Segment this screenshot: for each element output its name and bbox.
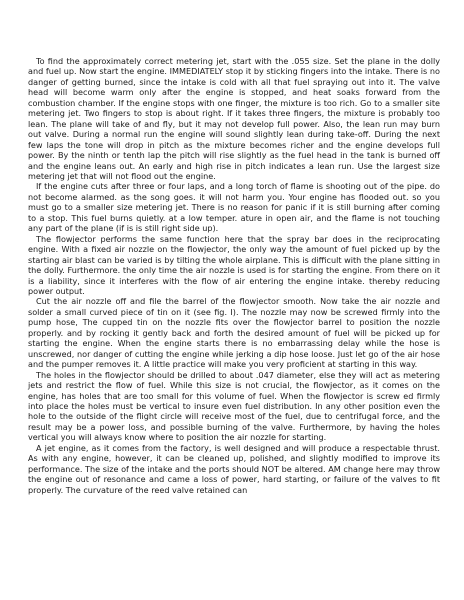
paragraph-5: The holes in the flowjector should be drilled to about .047 diameter, else they will act as metering jets and restrict the flow of fuel. While this size is not crucial, the flowjector, as it comes on the engine, has holes that are too small for this volume of fuel. When the flowjector is screw ed firmly into place the holes must be vertical to insure even fuel distribution. In any other position even the hole to the outside of the flight circle will receive most of the fuel, due to centrifugal force, and the result may be a power loss, and possible burning of the valve. Furthermore, by having the holes vertical you will always know where to position the air nozzle for starting.	[28, 369, 440, 443]
paragraph-2: If the engine cuts after three or four laps, and a long torch of flame is shooting out of the pipe. do not become alarmed. as the song goes. it will not harm you. Your engine has flooded out. so you must go to a smaller size metering jet. There is no reason for panic if it is still burning after coming to a stop. This fuel burns quietly. at a low temper. ature in open air, and the flame is not touching any part of the plane (if is is still right side up).	[28, 181, 440, 234]
document-page	[28, 56, 440, 495]
paragraph-1: To find the approximately correct metering jet, start with the .055 size. Set the plane in the dolly and fuel up. Now start the engine. IMMEDIATELY stop it by sticking fingers into the intake. There is no danger of getting burned, since the intake is cold with all that fuel spraying out into it. The valve head will become warm only after the engine is stopped, and heat soaks forward from the combustion chamber. If the engine stops with one finger, the mixture is too rich. Go to a smaller site metering jet. Two fingers to stop is about right. If it takes three fingers, the mixture is probably too lean. The plane will take of and fly, but it may not develop full power. Also, the lean run may burn out valve. During a normal run the engine will sound slightly lean during take-off. During the next few laps the tone will drop in pitch as the mixture becomes richer and the engine develops full power. By the ninth or tenth lap the pitch will rise slightly as the fuel head in the tank is burned off and the engine leans out. An early and high rise in pitch indicates a lean run. Use the largest size metering jet that will not flood out the engine.	[28, 56, 440, 181]
paragraph-3: The flowjector performs the same function here that the spray bar does in the reciprocating engine. With a fixed air nozzle on the flowjector, the only way the amount of fuel picked up by the starting air blast can be varied is by tilting the whole airplane. This is difficult with the plane sitting in the dolly. Furthermore. the only time the air nozzle is used is for starting the engine. From there on it is a liability, since it interferes with the flow of air entering the engine intake. thereby reducing power output.	[28, 233, 440, 296]
paragraph-4: Cut the air nozzle off and file the barrel of the flowjector smooth. Now take the air nozzle and solder a small curved piece of tin on it (see fig. I). The nozzle may now be screwed firmly into the pump hose, The cupped tin on the nozzle fits over the flowjector barrel to position the nozzle properly. and by rocking it gently back and forth the desired amount of fuel will be picked up for starting the engine. When the engine starts there is no embarrassing delay while the hose is unscrewed, nor danger of cutting the engine while jerking a dip hose loose. Just let go of the air hose and the pumper removes it. A little practice will make you very proficient at starting in this way.	[28, 296, 440, 370]
paragraph-6: A jet engine, as it comes from the factory, is well designed and will produce a respectable thrust. As with any engine, however, it can be cleaned up, polished, and slightly modified to improve its performance. The size of the intake and the ports should NOT be altered. AM change here may throw the engine out of resonance and came a loss of power, hard starting, or failure of the valves to fit properly. The curvature of the reed valve retained can	[28, 442, 440, 495]
